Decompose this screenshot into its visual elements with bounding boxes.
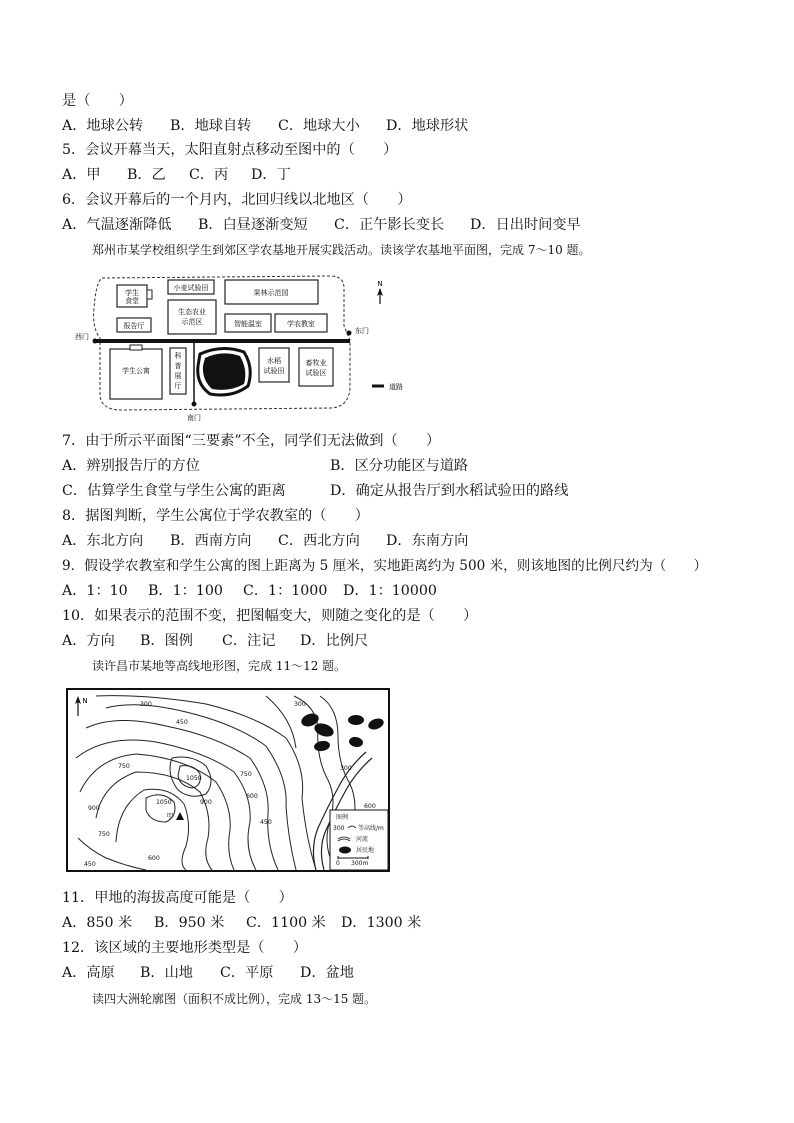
q6-option-b: B．白昼逐渐变短 (198, 217, 308, 233)
dorm-label: 学生公寓 (122, 367, 150, 375)
sci-hall-label-3: 展 (174, 372, 182, 380)
q7-option-d: D．确定从报告厅到水稻试验田的路线 (330, 483, 569, 499)
elevation-label: 300 (294, 701, 306, 708)
q12-option-a: A．高原 (62, 965, 115, 981)
greenhouse-label: 智能温室 (234, 320, 262, 328)
q9-options (62, 582, 437, 600)
q4-options (62, 117, 468, 135)
elevation-label: 300 (340, 765, 352, 772)
q11-option-c: C．1100 米 (246, 915, 326, 931)
legend-contour-value: 300 (333, 825, 345, 832)
q6-options (62, 216, 581, 234)
q9-stem: 9．假设学农教室和学生公寓的图上距离为 5 厘米，实地距离约为 500 米，则该地图的比例尺约为（ ） (62, 558, 708, 574)
sci-hall-label-4: 厅 (174, 382, 182, 390)
q4-stem-tail: 是（ ） (62, 93, 133, 109)
campus-plan-map (62, 268, 412, 428)
q4-option-b: B．地球自转 (170, 118, 252, 134)
elevation-label: 600 (246, 793, 258, 800)
q12-stem: 12．该区域的主要地形类型是（ ） (62, 940, 308, 956)
sci-hall-label-2: 普 (174, 362, 182, 370)
q11-options (62, 914, 421, 932)
q11-stem: 11．甲地的海拔高度可能是（ ） (62, 890, 293, 906)
legend-river: 河流 (356, 836, 369, 843)
south-gate-label: 南门 (187, 414, 201, 422)
elevation-label: 600 (364, 803, 376, 810)
legend-scale-length: 300m (351, 860, 369, 867)
q5-stem: 5．会议开幕当天，太阳直射点移动至图中的（ ） (62, 142, 398, 158)
q8-option-b: B．西南方向 (170, 533, 252, 549)
legend-contour-text: 等高线/m (358, 825, 384, 832)
elevation-label: 450 (176, 719, 188, 726)
intro-13-15: 读四大洲轮廓图（面积不成比例），完成 13～15 题。 (92, 992, 377, 1006)
legend-title: 图例 (336, 814, 349, 821)
q11-option-b: B．950 米 (154, 915, 225, 931)
q10-option-d: D．比例尺 (300, 633, 369, 649)
rice-field-label-2: 试验田 (263, 367, 285, 375)
sci-hall-label-1: 科 (174, 352, 182, 360)
q4-option-c: C．地球大小 (278, 118, 360, 134)
canteen-label-1: 学生 (125, 289, 139, 297)
q9-option-b: B．1：100 (148, 583, 223, 599)
west-gate-label: 西门 (75, 333, 89, 341)
q5-option-b: B．乙 (127, 167, 166, 183)
q8-stem: 8．据图判断，学生公寓位于学农教室的（ ） (62, 508, 369, 524)
q8-option-a: A．东北方向 (62, 533, 144, 549)
q5-option-c: C．丙 (189, 167, 229, 183)
q11-option-a: A．850 米 (62, 915, 133, 931)
q4-option-d: D．地球形状 (386, 118, 469, 134)
q10-option-a: A．方向 (62, 633, 115, 649)
q9-option-a: A．1：10 (62, 583, 128, 599)
q7-stem: 7．由于所示平面图“三要素”不全，同学们无法做到（ ） (62, 433, 441, 449)
q11-option-d: D．1300 米 (341, 915, 422, 931)
q10-options (62, 632, 368, 650)
north-label: N (377, 280, 383, 288)
road-legend-label: 道路 (389, 383, 403, 391)
intro-7-10: 郑州市某学校组织学生到郊区学农基地开展实践活动。读该学农基地平面图，完成 7～10 题。 (92, 243, 591, 257)
q7-option-c: C．估算学生食堂与学生公寓的距离 (62, 483, 286, 499)
q12-option-d: D．盆地 (300, 965, 354, 981)
elevation-label: 900 (200, 799, 212, 806)
contour-map (66, 688, 390, 872)
elevation-label: 450 (84, 861, 96, 868)
elevation-label: 750 (118, 763, 130, 770)
animal-zone-label-2: 试验区 (305, 369, 327, 377)
east-gate-label: 东门 (355, 327, 369, 335)
q12-option-c: C．平原 (220, 965, 274, 981)
elevation-label: 750 (240, 771, 252, 778)
canteen-label-2: 食堂 (125, 297, 139, 305)
q6-option-d: D．日出时间变早 (470, 217, 581, 233)
elevation-label: 300 (140, 701, 152, 708)
q10-option-b: B．图例 (140, 633, 193, 649)
legend-settlement: 居民地 (356, 847, 375, 854)
eco-zone-label-1: 生态农业 (178, 308, 206, 316)
rice-field-label-1: 水稻 (267, 357, 281, 365)
wheat-field-label: 小麦试验田 (173, 284, 209, 292)
q6-option-c: C．正午影长变长 (334, 217, 445, 233)
q9-option-c: C．1：1000 (243, 583, 328, 599)
q7-option-a: A．辨别报告厅的方位 (62, 458, 200, 474)
q7-options-row1 (62, 457, 468, 475)
elevation-label: 1050 (156, 799, 172, 806)
point-jia-label: 甲 (166, 812, 174, 820)
q5-option-a: A．甲 (62, 167, 101, 183)
intro-11-12: 读许昌市某地等高线地形图，完成 11～12 题。 (92, 659, 347, 673)
elevation-label: 450 (260, 819, 272, 826)
q7-option-b: B．区分功能区与道路 (330, 458, 469, 474)
q8-options (62, 532, 468, 550)
elevation-label: 900 (88, 805, 100, 812)
elevation-label: 1050 (186, 775, 202, 782)
contour-north-label: N (82, 697, 88, 705)
q6-stem: 6．会议开幕后的一个月内，北回归线以北地区（ ） (62, 192, 412, 208)
q10-option-c: C．注记 (222, 633, 276, 649)
q8-option-d: D．东南方向 (386, 533, 469, 549)
q7-options-row2 (62, 482, 568, 500)
q8-option-c: C．西北方向 (278, 533, 360, 549)
animal-zone-label-1: 畜牧业 (305, 359, 327, 367)
q12-options (62, 964, 354, 982)
q12-option-b: B．山地 (140, 965, 193, 981)
q9-option-d: D．1：10000 (343, 583, 437, 599)
elevation-label: 750 (98, 831, 110, 838)
q10-stem: 10．如果表示的范围不变，把图幅变大，则随之变化的是（ ） (62, 608, 478, 624)
q6-option-a: A．气温逐渐降低 (62, 217, 172, 233)
q4-option-a: A．地球公转 (62, 118, 144, 134)
report-hall-label: 报告厅 (123, 322, 145, 330)
orchard-label: 果林示范园 (253, 289, 289, 297)
eco-zone-label-2: 示范区 (181, 318, 203, 326)
q5-option-d: D．丁 (251, 167, 291, 183)
elevation-label: 600 (148, 855, 160, 862)
classroom-label: 学农教室 (287, 320, 315, 328)
q5-options (62, 166, 291, 184)
legend-scale-0: 0 (336, 860, 340, 867)
